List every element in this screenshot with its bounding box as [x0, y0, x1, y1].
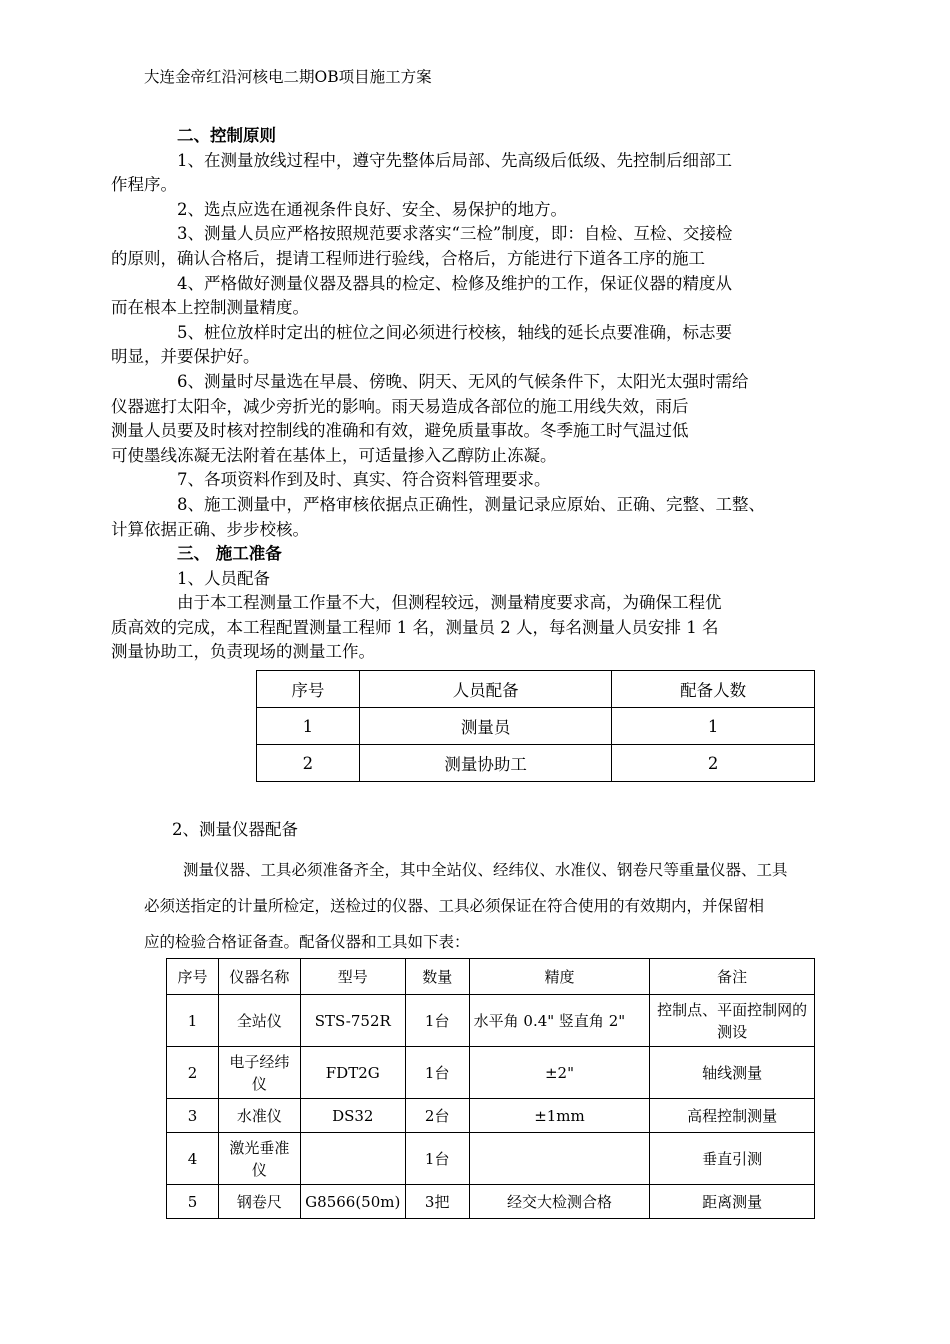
text-line: 4、严格做好测量仪器及器具的检定、检修及维护的工作，保证仪器的精度从: [177, 273, 732, 293]
section-title-control: 二、控制原则: [177, 126, 276, 145]
text-line: 应的检验合格证备查。配备仪器和工具如下表：: [144, 933, 470, 951]
text-line: 计算依据正确、步步校核。: [111, 519, 309, 539]
text-line: 而在根本上控制测量精度。: [111, 298, 309, 318]
table-header-cell: 数量: [405, 959, 469, 995]
table-cell: 1: [612, 708, 815, 745]
text-line: 3、测量人员应严格按照规范要求落实“三检”制度，即：自检、互检、交接检: [177, 224, 733, 244]
control-principles-list: [111, 149, 816, 543]
table-row: [167, 1099, 815, 1133]
table-row: [167, 1133, 815, 1185]
instruments-paragraph: [144, 852, 816, 960]
text-line: 可使墨线冻凝无法附着在基体上，可适量掺入乙醇防止冻凝。: [111, 445, 557, 465]
text-line: 测量协助工，负责现场的测量工作。: [111, 642, 375, 662]
text-line: 测量人员要及时核对控制线的准确和有效，避免质量事故。冬季施工时气温过低: [111, 421, 689, 441]
text-line: 的原则，确认合格后，提请工程师进行验线，合格后，方能进行下道各工序的施工: [111, 248, 705, 268]
text-line: 6、测量时尽量选在早晨、傍晚、阴天、无风的气候条件下，太阳光太强时需给: [177, 371, 749, 391]
table-cell: DS32: [300, 1099, 405, 1133]
table-cell: 2: [257, 745, 360, 782]
table-cell: 1台: [405, 1047, 469, 1099]
text-line: 由于本工程测量工作量不大，但测程较远，测量精度要求高，为确保工程优: [177, 593, 722, 613]
staff-paragraph: [111, 591, 816, 665]
table-cell: 2: [167, 1047, 219, 1099]
table-cell: 1台: [405, 1133, 469, 1185]
table-cell: 2台: [405, 1099, 469, 1133]
text-line: 7、各项资料作到及时、真实、符合资料管理要求。: [177, 470, 551, 490]
table-header-row: [257, 671, 815, 708]
table-cell: G8566(50m): [300, 1185, 405, 1219]
text-line: 质高效的完成，本工程配置测量工程师 1 名，测量员 2 人，每名测量人员安排 1 名: [111, 617, 719, 637]
table-cell: 轴线测量: [650, 1047, 815, 1099]
table-cell: 水平角 0.4" 竖直角 2": [469, 995, 650, 1047]
control-principle-item: [111, 321, 816, 370]
text-line: 作程序。: [111, 175, 177, 195]
body-text: [111, 124, 816, 665]
text-line: 8、施工测量中，严格审核依据点正确性，测量记录应原始、正确、完整、工整、: [177, 494, 765, 514]
instrument-table: [166, 958, 815, 1219]
table-cell: 距离测量: [650, 1185, 815, 1219]
table-cell: 高程控制测量: [650, 1099, 815, 1133]
text-line: 必须送指定的计量所检定，送检过的仪器、工具必须保证在符合使用的有效期内，并保留相: [144, 897, 765, 915]
table-row: [257, 745, 815, 782]
table-header-cell: 序号: [167, 959, 219, 995]
text-line: 5、桩位放样时定出的桩位之间必须进行校核，轴线的延长点要准确，标志要: [177, 322, 732, 342]
table-cell: 水准仪: [218, 1099, 300, 1133]
table-cell: 经交大检测合格: [469, 1185, 650, 1219]
table-cell: 钢卷尺: [218, 1185, 300, 1219]
text-line: 仪器遮打太阳伞，减少旁折光的影响。雨天易造成各部位的施工用线失效，雨后: [111, 396, 689, 416]
text-line: 明显，并要保护好。: [111, 347, 260, 367]
table-header-cell: 序号: [257, 671, 360, 708]
table-cell: 测量员: [359, 708, 612, 745]
subsection-title-staff: 1、人员配备: [177, 568, 270, 588]
table-cell: ±1mm: [469, 1099, 650, 1133]
table-cell: 2: [612, 745, 815, 782]
table-cell: FDT2G: [300, 1047, 405, 1099]
table-cell: [300, 1133, 405, 1185]
table-cell: 测量协助工: [359, 745, 612, 782]
table-cell: 3: [167, 1099, 219, 1133]
text-line: 2、选点应选在通视条件良好、安全、易保护的地方。: [177, 199, 567, 219]
control-principle-item: [111, 272, 816, 321]
table-header-cell: 精度: [469, 959, 650, 995]
table-cell: 1: [167, 995, 219, 1047]
subsection-title-instruments: 2、测量仪器配备: [172, 820, 298, 839]
section-title-prep: 三、 施工准备: [177, 544, 282, 564]
text-line: 测量仪器、工具必须准备齐全，其中全站仪、经纬仪、水准仪、钢卷尺等重量仪器、工具: [183, 861, 788, 879]
page-header: 大连金帝红沿河核电二期OB项目施工方案: [144, 68, 432, 86]
control-principle-item: [111, 493, 816, 542]
table-cell: 激光垂准仪: [218, 1133, 300, 1185]
staff-table: [256, 670, 815, 782]
table-cell: [469, 1133, 650, 1185]
control-principle-item: [144, 468, 816, 493]
control-principle-item: [144, 198, 816, 223]
text-line: 1、在测量放线过程中，遵守先整体后局部、先高级后低级、先控制后细部工: [177, 150, 732, 170]
table-header-cell: 型号: [300, 959, 405, 995]
control-principle-item: [111, 149, 816, 198]
table-header-cell: 人员配备: [359, 671, 612, 708]
table-cell: 1台: [405, 995, 469, 1047]
table-cell: 3把: [405, 1185, 469, 1219]
table-cell: 全站仪: [218, 995, 300, 1047]
control-principle-item: [111, 222, 816, 271]
table-header-cell: 配备人数: [612, 671, 815, 708]
table-cell: 4: [167, 1133, 219, 1185]
table-row: [257, 708, 815, 745]
table-cell: 1: [257, 708, 360, 745]
table-cell: ±2": [469, 1047, 650, 1099]
table-row: [167, 995, 815, 1047]
control-principle-item: [111, 370, 816, 468]
table-cell: 垂直引测: [650, 1133, 815, 1185]
table-cell: 5: [167, 1185, 219, 1219]
table-row: [167, 1047, 815, 1099]
table-cell: STS-752R: [300, 995, 405, 1047]
table-header-cell: 仪器名称: [218, 959, 300, 995]
table-cell: 控制点、平面控制网的测设: [650, 995, 815, 1047]
table-header-row: [167, 959, 815, 995]
table-header-cell: 备注: [650, 959, 815, 995]
table-row: [167, 1185, 815, 1219]
table-cell: 电子经纬仪: [218, 1047, 300, 1099]
